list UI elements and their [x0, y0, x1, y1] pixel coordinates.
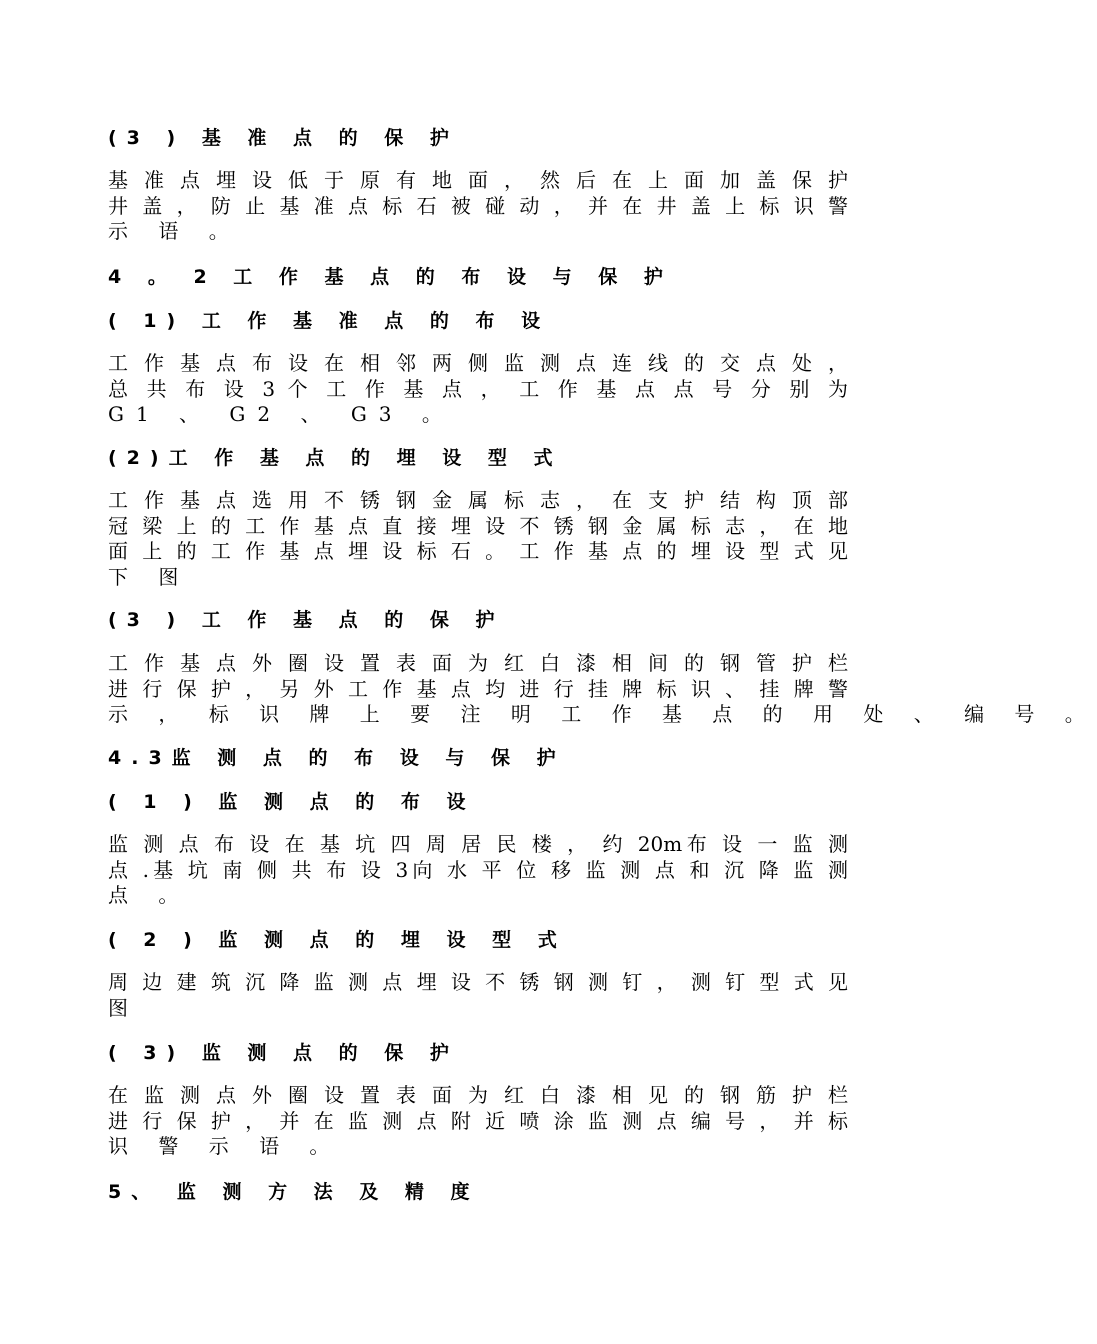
- paragraph-line: 识 警 示 语 。: [108, 1134, 342, 1158]
- paragraph-line: 点 .基 坑 南 侧 共 布 设 3向 水 平 位 移 监 测 点 和 沉 降 监 测: [108, 857, 848, 882]
- paragraph-line: 进 行 保 护 ， 另 外 工 作 基 点 均 进 行 挂 牌 标 识 、 挂 牌 警: [108, 676, 848, 701]
- paragraph: [108, 1083, 848, 1160]
- paragraph-line: 示 ， 标 识 牌 上 要 注 明 工 作 基 点 的 用 处 、 编 号 。: [108, 702, 1097, 726]
- paragraph-line: 进 行 保 护 ， 并 在 监 测 点 附 近 喷 涂 监 测 点 编 号 ， 并 标: [108, 1108, 848, 1133]
- paragraph-line: 井 盖 ， 防 止 基 准 点 标 石 被 碰 动 ， 并 在 井 盖 上 标 识 警: [108, 193, 848, 218]
- paragraph-line: 在 监 测 点 外 圈 设 置 表 面 为 红 白 漆 相 见 的 钢 筋 护 栏: [108, 1083, 848, 1107]
- paragraph-line: 工 作 基 点 外 圈 设 置 表 面 为 红 白 漆 相 间 的 钢 管 护 栏: [108, 651, 848, 675]
- paragraph-line: 点 。: [108, 883, 191, 907]
- paragraph: [108, 651, 1097, 728]
- section-heading: 4 。 2 工 作 基 点 的 布 设 与 保 护: [108, 266, 673, 288]
- paragraph-line: 监 测 点 布 设 在 基 坑 四 周 居 民 楼 ， 约 20m布 设 一 监 测: [108, 832, 848, 856]
- section-heading: ( 3) 监 测 点 的 保 护: [108, 1042, 459, 1064]
- paragraph-line: 冠 梁 上 的 工 作 基 点 直 接 埋 设 不 锈 钢 金 属 标 志 ， 在 地: [108, 513, 848, 538]
- section-heading: ( 1 ) 监 测 点 的 布 设: [108, 791, 476, 813]
- paragraph-line: 总 共 布 设 3 个 工 作 基 点 ， 工 作 基 点 点 号 分 别 为: [108, 376, 848, 401]
- paragraph-line: 图: [108, 995, 140, 1020]
- section-heading: ( 1) 工 作 基 准 点 的 布 设: [108, 310, 551, 332]
- section-heading: (3 ) 工 作 基 点 的 保 护: [108, 609, 505, 631]
- paragraph-line: 示 语 。: [108, 219, 241, 243]
- paragraph: [108, 970, 848, 1021]
- section-heading: ( 2 ) 监 测 点 的 埋 设 型 式: [108, 929, 567, 951]
- paragraph-line: 基 准 点 埋 设 低 于 原 有 地 面 ， 然 后 在 上 面 加 盖 保 护: [108, 168, 848, 192]
- paragraph-line: 面 上 的 工 作 基 点 埋 设 标 石 。 工 作 基 点 的 埋 设 型 式 见: [108, 539, 848, 563]
- section-heading: (2)工 作 基 点 的 埋 设 型 式: [108, 447, 563, 469]
- section-heading: (3 ) 基 准 点 的 保 护: [108, 127, 459, 149]
- paragraph: [108, 351, 848, 428]
- section-heading: 4.3监 测 点 的 布 设 与 保 护: [108, 747, 566, 769]
- paragraph-line: G1 、 G2 、 G3 。: [108, 402, 454, 426]
- paragraph-line: 周 边 建 筑 沉 降 监 测 点 埋 设 不 锈 钢 测 钉 ， 测 钉 型 式 见: [108, 970, 848, 994]
- paragraph: [108, 488, 848, 590]
- paragraph-line: 工 作 基 点 布 设 在 相 邻 两 侧 监 测 点 连 线 的 交 点 处 ，: [108, 351, 848, 375]
- paragraph: [108, 832, 848, 909]
- paragraph-line: 下 图: [108, 564, 191, 589]
- section-heading: 5、 监 测 方 法 及 精 度: [108, 1181, 480, 1203]
- paragraph-line: 工 作 基 点 选 用 不 锈 钢 金 属 标 志 ， 在 支 护 结 构 顶 部: [108, 488, 848, 512]
- paragraph: [108, 168, 848, 245]
